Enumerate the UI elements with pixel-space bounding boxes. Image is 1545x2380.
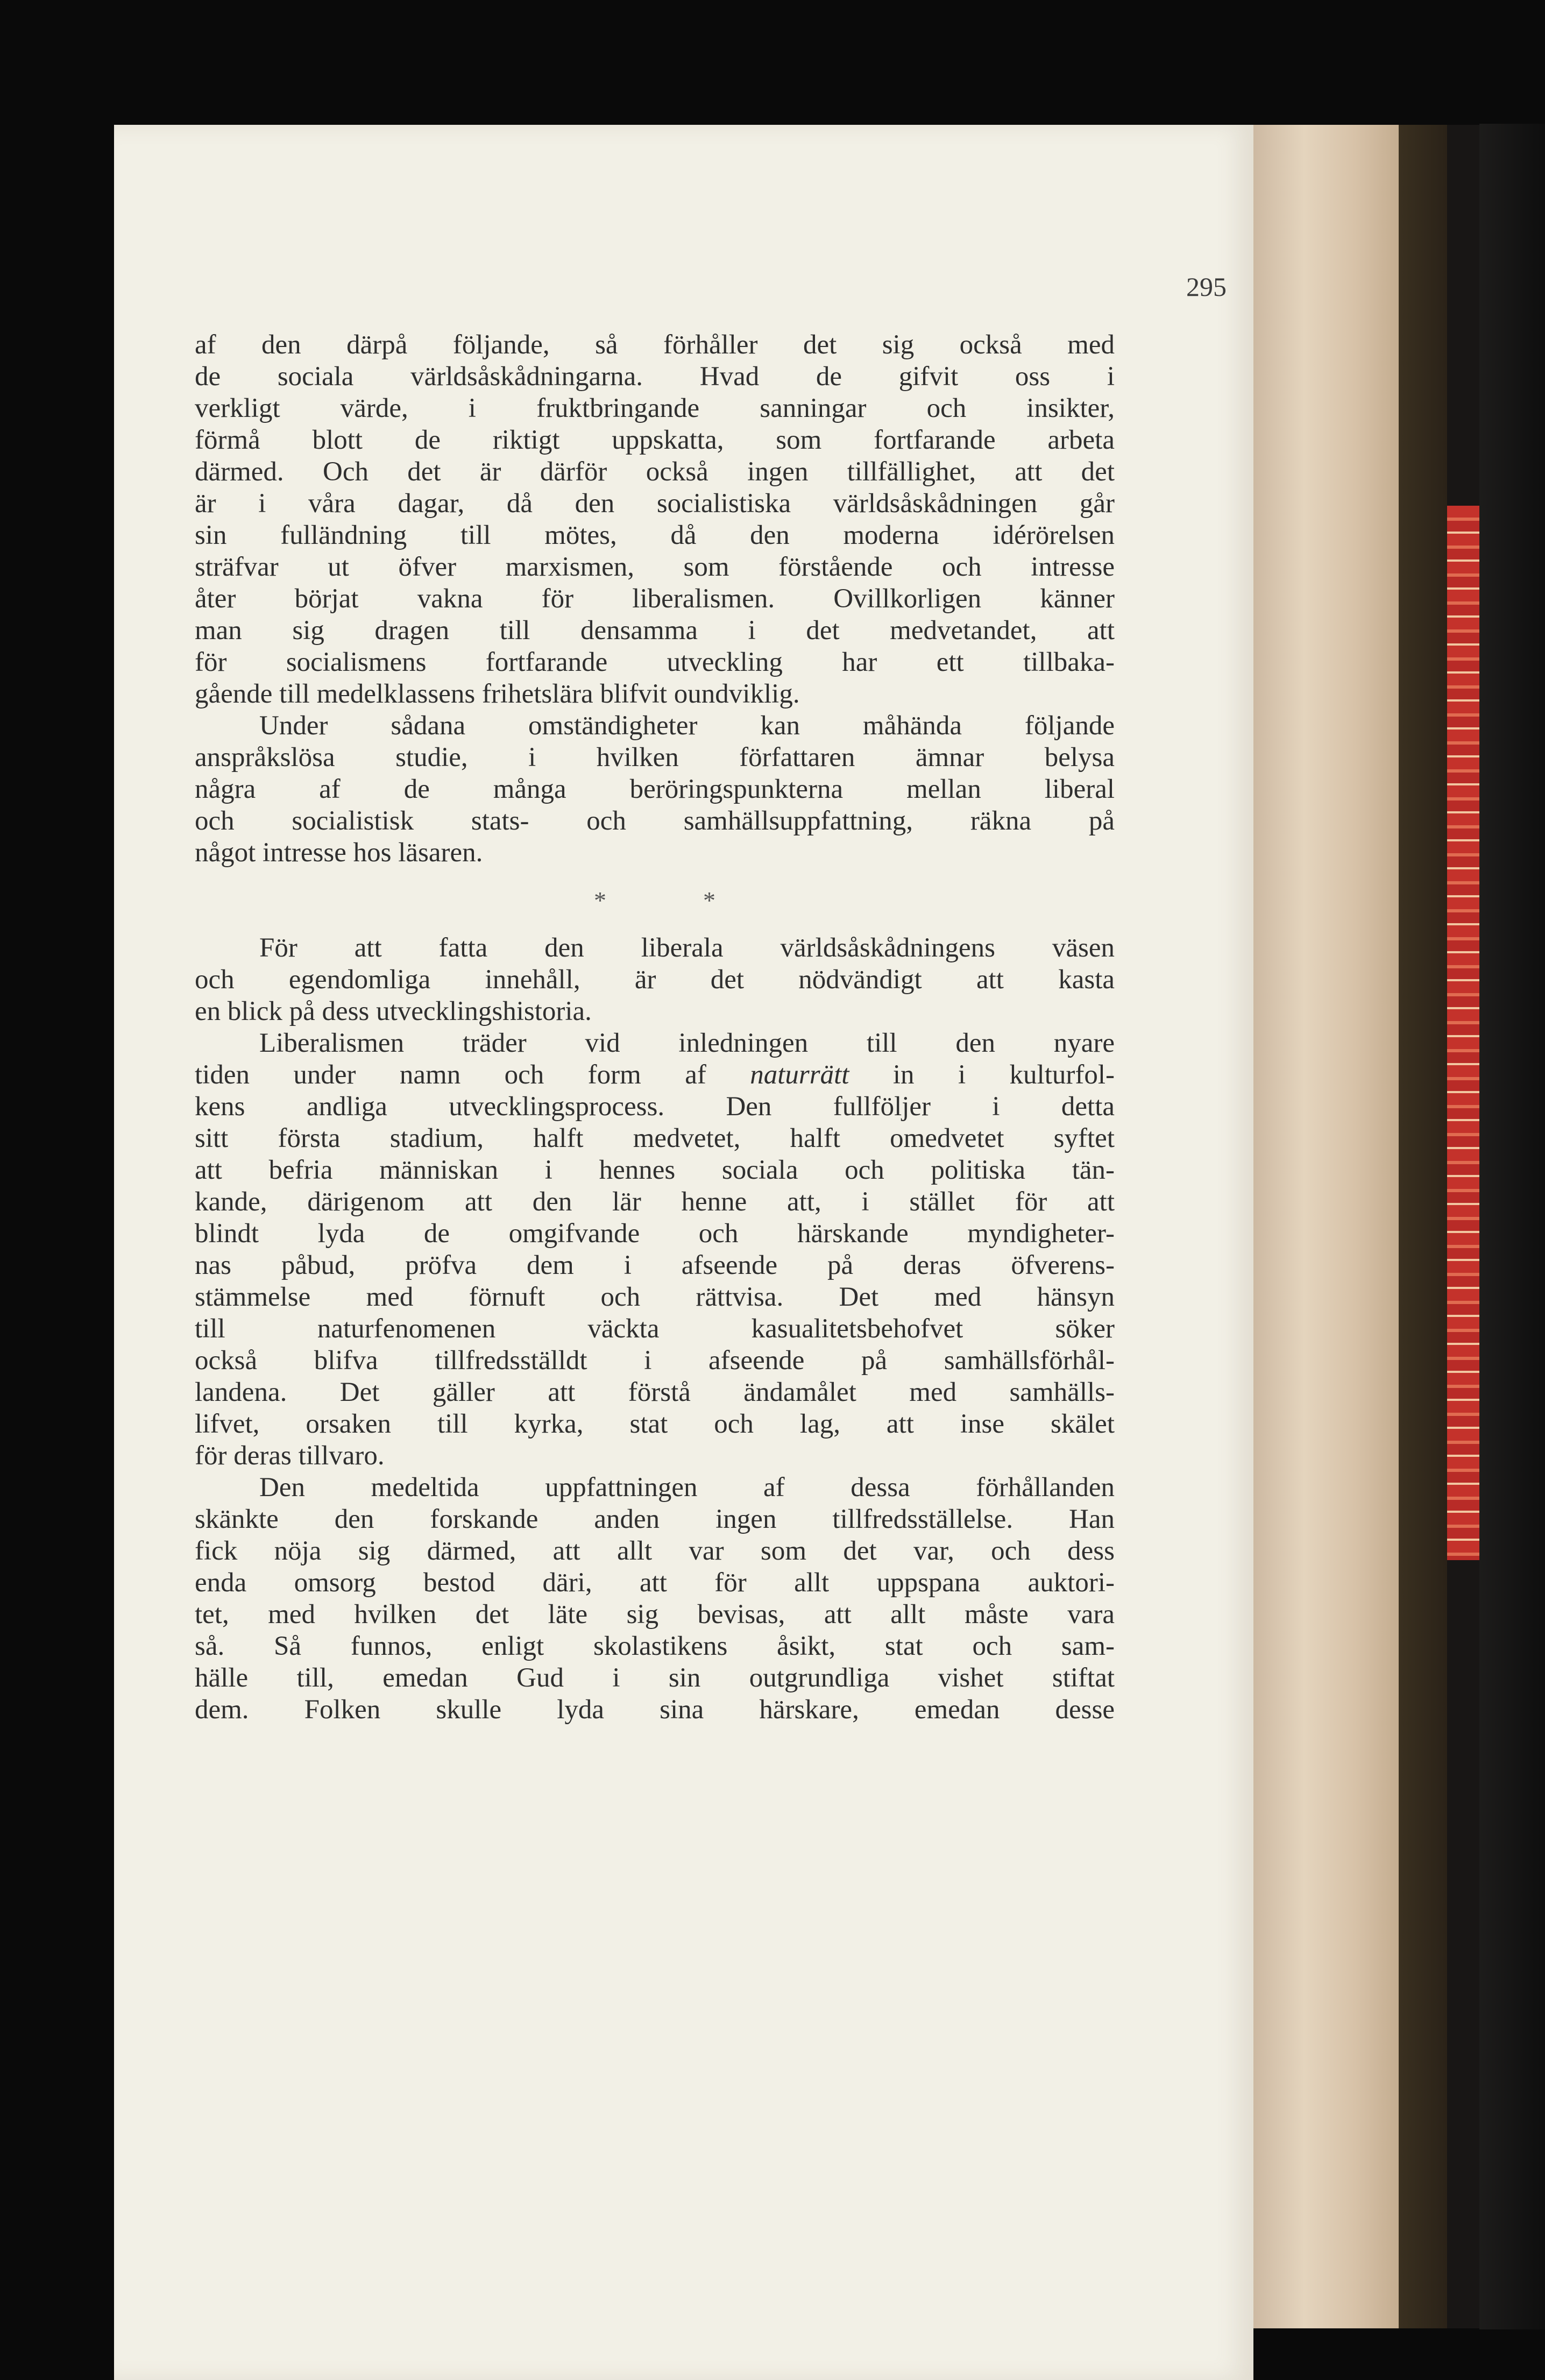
text-line: så. Så funnos, enligt skolastikens åsikt, stat och sam- bbox=[195, 1631, 1115, 1661]
asterisk: * bbox=[703, 887, 715, 914]
text-line: en blick på dess utvecklingshistoria. bbox=[195, 996, 592, 1026]
text-line: skänkte den forskande anden ingen tillfredsställelse. Han bbox=[195, 1504, 1115, 1534]
text-line: för deras tillvaro. bbox=[195, 1441, 385, 1471]
text-line: af den därpå följande, så förhåller det sig också med bbox=[195, 330, 1115, 360]
text-line: lifvet, orsaken till kyrka, stat och lag, att inse skälet bbox=[195, 1409, 1115, 1439]
text-line: för socialismens fortfarande utveckling har ett tillbaka- bbox=[195, 647, 1115, 677]
text-line: sin fulländning till mötes, då den moderna idérörelsen bbox=[195, 520, 1115, 550]
text-line: sitt första stadium, halft medvetet, halft omedvetet syftet bbox=[195, 1123, 1115, 1153]
book-spine-inner bbox=[1399, 125, 1447, 2328]
text-line: fick nöja sig därmed, att allt var som det var, och dess bbox=[195, 1536, 1115, 1566]
text-line: hälle till, emedan Gud i sin outgrundliga vishet stiftat bbox=[195, 1663, 1115, 1693]
text-line: några af de många beröringspunkterna mellan liberal bbox=[195, 774, 1115, 804]
page-number: 295 bbox=[1186, 272, 1227, 302]
text-fragment: in i kulturfol- bbox=[892, 1060, 1115, 1090]
text-line: också blifva tillfredsställdt i afseende på samhällsförhål- bbox=[195, 1345, 1115, 1376]
section-separator bbox=[195, 869, 1115, 932]
text-line: man sig dragen till densamma i det medvetandet, att bbox=[195, 615, 1115, 646]
text-line: landena. Det gäller att förstå ändamålet med samhälls- bbox=[195, 1377, 1115, 1407]
text-line: kens andliga utvecklingsprocess. Den fullföljer i detta bbox=[195, 1092, 1115, 1122]
book-cover-edge bbox=[1479, 124, 1545, 2329]
text-line: verkligt värde, i fruktbringande sanningar och insikter, bbox=[195, 393, 1115, 423]
text-line: och egendomliga innehåll, är det nödvändigt att kasta bbox=[195, 965, 1115, 995]
text-line: Liberalismen träder vid inledningen till den nyare bbox=[259, 1028, 1115, 1058]
asterisk: * bbox=[594, 887, 606, 914]
text-line: därmed. Och det är därför också ingen tillfällighet, att det bbox=[195, 457, 1115, 487]
text-line: sträfvar ut öfver marxismen, som förstående och intresse bbox=[195, 552, 1115, 582]
text-line: Under sådana omständigheter kan måhända följande bbox=[259, 711, 1115, 741]
text-fragment: tiden under namn och form af bbox=[195, 1060, 706, 1090]
text-line: förmå blott de riktigt uppskatta, som fortfarande arbeta bbox=[195, 425, 1115, 455]
text-line: de sociala världsåskådningarna. Hvad de gifvit oss i bbox=[195, 362, 1115, 392]
body-text bbox=[195, 329, 1115, 1726]
text-line: enda omsorg bestod däri, att för allt uppspana auktori- bbox=[195, 1568, 1115, 1598]
page-block-edge bbox=[1253, 125, 1399, 2328]
text-line: gående till medelklassens frihetslära blifvit oundviklig. bbox=[195, 679, 800, 709]
text-line: stämmelse med förnuft och rättvisa. Det med hänsyn bbox=[195, 1282, 1115, 1312]
text-line: anspråkslösa studie, i hvilken författaren ämnar belysa bbox=[195, 742, 1115, 773]
book-page bbox=[114, 125, 1253, 2380]
text-line: åter börjat vakna för liberalismen. Ovillkorligen känner bbox=[195, 584, 1115, 614]
text-line: tet, med hvilken det läte sig bevisas, att allt måste vara bbox=[195, 1599, 1115, 1630]
text-line: Den medeltida uppfattningen af dessa förhållanden bbox=[259, 1472, 1115, 1503]
text-line bbox=[195, 1059, 1115, 1091]
text-line: kande, därigenom att den lär henne att, i stället för att bbox=[195, 1187, 1115, 1217]
text-line: att befria människan i hennes sociala och politiska tän- bbox=[195, 1155, 1115, 1185]
text-line: och socialistisk stats- och samhällsuppfattning, räkna på bbox=[195, 806, 1115, 836]
text-line: något intresse hos läsaren. bbox=[195, 838, 483, 868]
text-line: För att fatta den liberala världsåskådningens väsen bbox=[259, 933, 1115, 963]
text-line: till naturfenomenen väckta kasualitetsbehofvet söker bbox=[195, 1314, 1115, 1344]
spine-label-pattern bbox=[1447, 506, 1479, 1560]
italic-term: naturrätt bbox=[750, 1060, 849, 1090]
text-line: är i våra dagar, då den socialistiska världsåskådningen går bbox=[195, 488, 1115, 519]
text-line: blindt lyda de omgifvande och härskande myndigheter- bbox=[195, 1219, 1115, 1249]
text-line: nas påbud, pröfva dem i afseende på deras öfverens- bbox=[195, 1250, 1115, 1280]
text-line: dem. Folken skulle lyda sina härskare, emedan desse bbox=[195, 1695, 1115, 1725]
